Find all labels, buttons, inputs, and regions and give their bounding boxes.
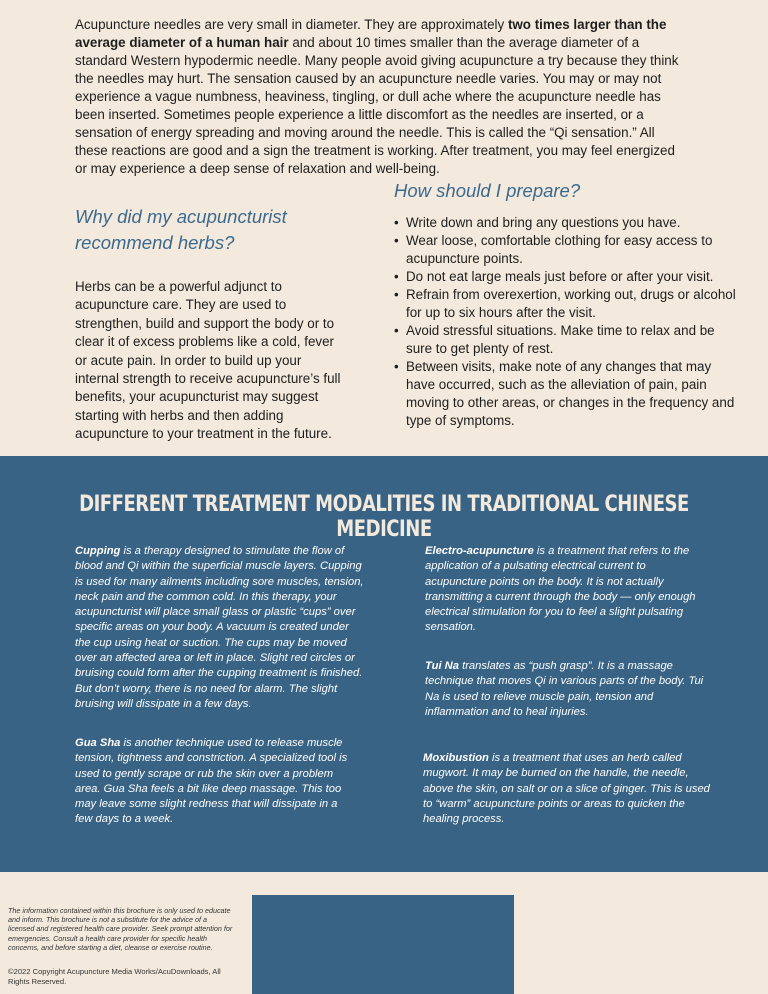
gua-sha-paragraph xyxy=(75,736,350,828)
moxibustion-term: Moxibustion xyxy=(423,752,489,764)
electro-term: Electro-acupuncture xyxy=(425,545,534,557)
intro-text-start: Acupuncture needles are very small in diameter. They are approximately xyxy=(75,17,508,32)
tui-na-term: Tui Na xyxy=(425,660,459,672)
intro-text-end: and about 10 times smaller than the average diameter of a standard Western hypodermic needle. Many people avoid giving acupuncture a try because they think the needles may hurt. The sensation caused by an acupuncture needle varies. You may or may not experience a vague numbness, heaviness, tingling, or dull ache where the acupuncture needle has been inserted. Sometimes people experience a little discomfort as the needles are inserted, or a sensation of energy spreading and moving around the needle. This is called the “Qi sensation.” All these reactions are good and a sign the treatment is working. After treatment, you may feel energized or may experience a deep sense of relaxation and well-being. xyxy=(75,35,679,176)
prepare-heading: How should I prepare? xyxy=(394,180,581,201)
intro-paragraph xyxy=(75,16,685,178)
herbs-body: Herbs can be a powerful adjunct to acupuncture care. They are used to strengthen, build and support the body or to clear it of excess problems like a cold, fever or acute pain. In order to build up your internal strength to receive acupuncture’s full benefits, your acupuncturist may suggest starting with herbs and then adding acupuncture to your treatment in the future. xyxy=(75,279,341,442)
moxibustion-text: is a treatment that uses an herb called mugwort. It may be burned on the handle, the needle, above the skin, on salt or on a slice of ginger. This is used to “warm” acupuncture points or areas to quicken the healing process. xyxy=(423,752,710,826)
gua-sha-text: is another technique used to release muscle tension, tightness and constriction. A specialized tool is used to gently scrape or rub the skin over a problem area. Gua Sha feels a bit like deep massage. This too may leave some slight redness that will dissipate in a few days to a week. xyxy=(75,737,348,826)
list-item: • Refrain from overexertion, working out, drugs or alcohol for up to six hours after the visit. xyxy=(406,286,739,322)
herbs-section xyxy=(75,204,345,444)
moxibustion-paragraph xyxy=(423,751,713,827)
modalities-heading: DIFFERENT TREATMENT MODALITIES IN TRADITIONAL CHINESE MEDICINE xyxy=(79,492,689,542)
modalities-band xyxy=(0,456,768,872)
tui-na-paragraph xyxy=(425,659,710,720)
gua-sha-term: Gua Sha xyxy=(75,737,121,749)
list-item: • Write down and bring any questions you have. xyxy=(406,214,739,232)
copyright: ©2022 Copyright Acupuncture Media Works/AcuDownloads, All Rights Reserved. xyxy=(8,967,221,986)
cupping-term: Cupping xyxy=(75,545,121,557)
footer-panel xyxy=(252,895,514,994)
cupping-paragraph xyxy=(75,544,367,712)
tui-na-text: translates as “push grasp”. It is a massage technique that moves Qi in various parts of the body. Tui Na is used to relieve muscle pain, tension and inflammation and to heal injuries. xyxy=(425,660,704,718)
intro-bold-text: two times larger than the average diameter of a human hair xyxy=(75,17,667,50)
cupping-text: is a therapy designed to stimulate the flow of blood and Qi within the superficial muscle layers. Cupping is used for many ailments including sore muscles, tension, neck pain and the common cold. In this therapy, your acupuncturist will place small glass or plastic “cups” over specific areas on your body. A vacuum is created under the cup using heat or suction. The cups may be moved over an affected area or left in place. Slight red circles or bruising could form after the cupping treatment is finished. But don’t worry, there is no need for alarm. The slight bruising will dissipate in a few days. xyxy=(75,545,364,710)
list-item: • Do not eat large meals just before or after your visit. xyxy=(406,268,739,286)
prepare-section xyxy=(394,178,739,430)
disclaimer: The information contained within this brochure is only used to educate and inform. This brochure is not a substitute for the advice of a licensed and registered health care provider. Seek prompt attention for emergencies. Consult a health care provider for specific health concerns, and before starting a diet, cleanse or exercise routine. xyxy=(8,906,233,952)
list-item: • Avoid stressful situations. Make time to relax and be sure to get plenty of rest. xyxy=(406,322,739,358)
list-item: • Between visits, make note of any changes that may have occurred, such as the alleviation of pain, pain moving to other areas, or changes in the frequency and type of symptoms. xyxy=(406,358,739,430)
herbs-heading: Why did my acupuncturist recommend herbs? xyxy=(75,206,287,253)
prepare-list xyxy=(394,214,739,430)
electro-paragraph xyxy=(425,544,710,636)
electro-text: is a treatment that refers to the application of a pulsating electrical current to acupuncture points on the body. It is not actually transmitting a current through the body — only enough electrical stimulation for you to feel a slight pulsating sensation. xyxy=(425,545,696,634)
list-item: • Wear loose, comfortable clothing for easy access to acupuncture points. xyxy=(406,232,739,268)
